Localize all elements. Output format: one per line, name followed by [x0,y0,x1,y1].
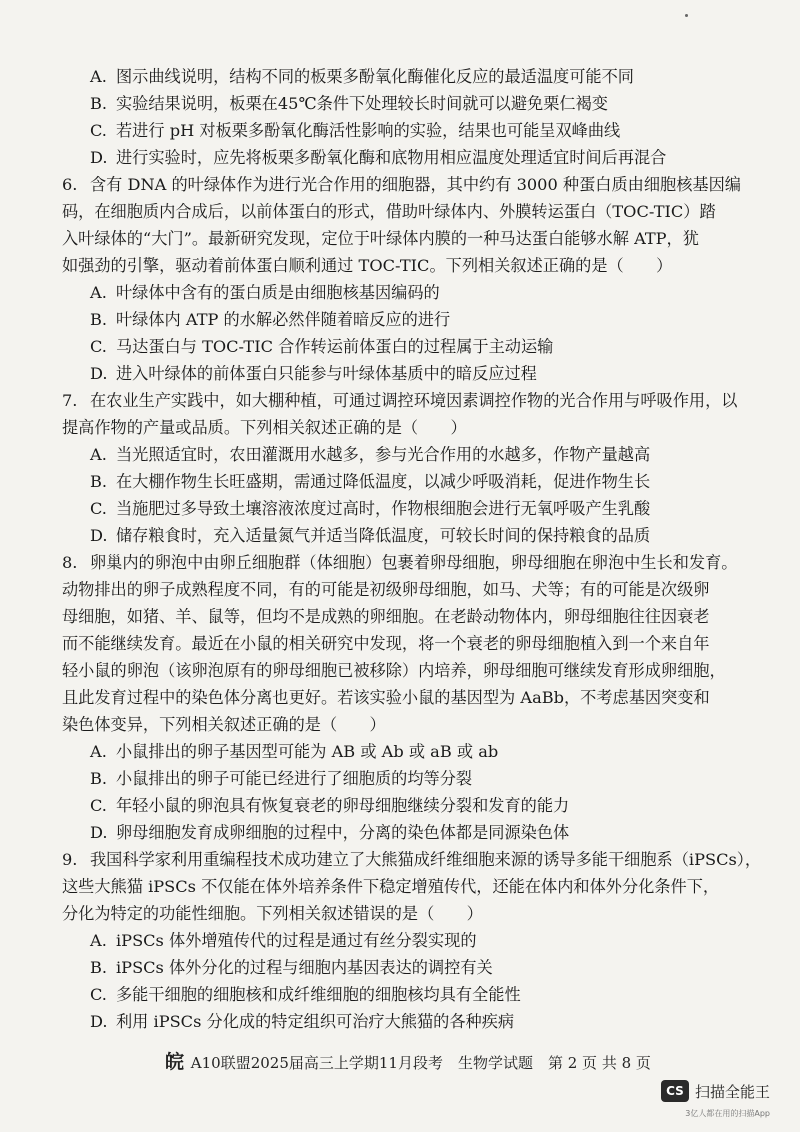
q8-stem-line: 母细胞，如猪、羊、鼠等，但均不是成熟的卵细胞。在老龄动物体内，卵母细胞往往因衰老 [62,607,710,626]
q8-stem-line: 轻小鼠的卵泡（该卵泡原有的卵母细胞已被移除）内培养，卵母细胞可继续发育形成卵细胞， [62,661,726,680]
scanner-tagline: 3亿人都在用的扫描App [685,1109,770,1118]
q6-stem-line: 6. 含有 DNA 的叶绿体作为进行光合作用的细胞器，其中约有 3000 种蛋白质由细胞核基因编 [62,175,741,194]
q8-stem-line: 8. 卵巢内的卵泡中由卵丘细胞群（体细胞）包裹着卵母细胞，卵母细胞在卵泡中生长和发育。 [62,553,738,572]
scanner-watermark [661,1080,770,1102]
q9-stem-line: 分化为特定的功能性细胞。下列相关叙述错误的是（ ） [62,904,483,923]
q7-option-d: D. 储存粮食时，充入适量氮气并适当降低温度，可较长时间的保持粮食的品质 [90,526,651,545]
q8-stem-line: 而不能继续发育。最近在小鼠的相关研究中发现，将一个衰老的卵母细胞植入到一个来自年 [62,634,710,653]
q7-option-b: B. 在大棚作物生长旺盛期，需通过降低温度，以减少呼吸消耗，促进作物生长 [90,472,651,491]
q8-option-b: B. 小鼠排出的卵子可能已经进行了细胞质的均等分裂 [90,769,473,788]
q7-stem-line: 提高作物的产量或品质。下列相关叙述正确的是（ ） [62,418,467,437]
q5-option-d: D. 进行实验时，应先将板栗多酚氧化酶和底物用相应温度处理适宜时间后再混合 [90,148,667,167]
footer-mark: 皖 [165,1051,185,1073]
q6-option-d: D. 进入叶绿体的前体蛋白只能参与叶绿体基质中的暗反应过程 [90,364,537,383]
q5-option-c: C. 若进行 pH 对板栗多酚氧化酶活性影响的实验，结果也可能呈双峰曲线 [90,121,621,140]
q8-option-a: A. 小鼠排出的卵子基因型可能为 AB 或 Ab 或 aB 或 ab [90,742,499,761]
q8-stem-line: 且此发育过程中的染色体分离也更好。若该实验小鼠的基因型为 AaBb，不考虑基因突变和 [62,688,710,707]
q9-stem-line: 这些大熊猫 iPSCs 不仅能在体外培养条件下稳定增殖传代，还能在体内和体外分化条件下， [62,877,720,896]
q6-option-b: B. 叶绿体内 ATP 的水解必然伴随着暗反应的进行 [90,310,451,329]
q6-option-a: A. 叶绿体中含有的蛋白质是由细胞核基因编码的 [90,283,440,302]
q5-option-a: A. 图示曲线说明，结构不同的板栗多酚氧化酶催化反应的最适温度可能不同 [90,67,634,86]
q6-stem-line: 如强劲的引擎，驱动着前体蛋白顺利通过 TOC-TIC。下列相关叙述正确的是（ ） [62,256,673,275]
q8-stem-line: 染色体变异，下列相关叙述正确的是（ ） [62,715,386,734]
q7-stem-line: 7. 在农业生产实践中，如大棚种植，可通过调控环境因素调控作物的光合作用与呼吸作用，以 [62,391,738,410]
q8-option-d: D. 卵母细胞发育成卵细胞的过程中，分离的染色体都是同源染色体 [90,823,570,842]
scanner-name: 扫描全能王 [694,1082,770,1101]
q9-option-a: A. iPSCs 体外增殖传代的过程是通过有丝分裂实现的 [90,931,477,950]
q7-option-a: A. 当光照适宜时，农田灌溉用水越多，参与光合作用的水越多，作物产量越高 [90,445,651,464]
page-footer [165,1050,651,1075]
q6-option-c: C. 马达蛋白与 TOC-TIC 合作转运前体蛋白的过程属于主动运输 [90,337,554,356]
q9-option-c: C. 多能干细胞的细胞核和成纤维细胞的细胞核均具有全能性 [90,985,521,1004]
q6-stem-line: 入叶绿体的“大门”。最新研究发现，定位于叶绿体内膜的一种马达蛋白能够水解 ATP，犹 [62,229,699,248]
q5-option-b: B. 实验结果说明，板栗在45℃条件下处理较长时间就可以避免栗仁褐变 [90,94,608,113]
scan-speck [685,14,688,17]
q8-option-c: C. 年轻小鼠的卵泡具有恢复衰老的卵母细胞继续分裂和发育的能力 [90,796,570,815]
q9-option-b: B. iPSCs 体外分化的过程与细胞内基因表达的调控有关 [90,958,493,977]
camscanner-logo-icon: CS [661,1080,689,1102]
footer-text: A10联盟2025届高三上学期11月段考 生物学试题 第 2 页 共 8 页 [190,1054,651,1072]
q7-option-c: C. 当施肥过多导致土壤溶液浓度过高时，作物根细胞会进行无氧呼吸产生乳酸 [90,499,651,518]
q9-option-d: D. 利用 iPSCs 分化成的特定组织可治疗大熊猫的各种疾病 [90,1012,515,1031]
q8-stem-line: 动物排出的卵子成熟程度不同，有的可能是初级卵母细胞，如马、犬等；有的可能是次级卵 [62,580,710,599]
q6-stem-line: 码，在细胞质内合成后，以前体蛋白的形式，借助叶绿体内、外膜转运蛋白（TOC-TIC）踏 [62,202,716,221]
q9-stem-line: 9. 我国科学家利用重编程技术成功建立了大熊猫成纤维细胞来源的诱导多能干细胞系（iPSCs）， [62,850,762,869]
